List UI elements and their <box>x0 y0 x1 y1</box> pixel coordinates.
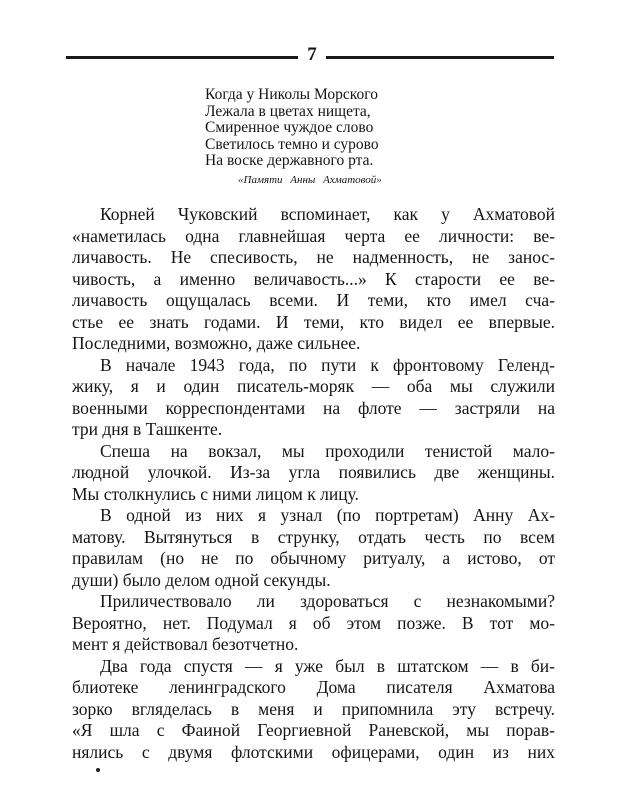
text-line: блиотеке ленинградского Дома писателя Ахматова <box>72 677 555 697</box>
epigraph-attribution: «Памяти Анны Ахматовой» <box>238 174 382 186</box>
text-line: жику, я и один писатель-моряк — оба мы служили <box>72 376 555 396</box>
text-line: Мы столкнулись с ними лицом к лицу. <box>72 483 359 504</box>
text-line: Приличествовало ли здороваться с незнакомыми? <box>100 591 555 611</box>
text-line: стье ее знать годами. И теми, кто видел ее впервые. <box>72 311 555 332</box>
text-line: матову. Вытянуться в струнку, отдать честь по всем <box>72 526 555 547</box>
text-line: чивость, а именно величавость...» К старости ее ве- <box>72 268 555 289</box>
text-line: правилам (но не по обычному ритуалу, а истово, от <box>72 548 555 568</box>
text-line: людной улочкой. Из-за угла появились две женщины. <box>72 462 555 482</box>
poem-line: Лежала в цветах нищета, <box>205 102 371 120</box>
epigraph-poem <box>205 87 379 170</box>
page-number: 7 <box>307 44 317 65</box>
poem-line: Смиренное чуждое слово <box>205 119 374 137</box>
text-line: зорко вгляделась в меня и припомнила эту встречу. <box>72 698 555 719</box>
header-rule-left <box>66 56 298 59</box>
text-line: В одной из них я узнал (по портретам) Анну Ах- <box>100 505 555 525</box>
paragraph <box>72 505 555 591</box>
paragraph <box>72 591 555 656</box>
text-line: личавость. Не спесивость, не надменность, не занос- <box>72 247 555 267</box>
header-rule-right <box>326 56 554 59</box>
text-line: три дня в Ташкенте. <box>72 419 223 439</box>
text-line: «Я шла с Фаиной Георгиевной Раневской, мы порав- <box>72 720 555 740</box>
text-line: Два года спустя — я уже был в штатском — в би- <box>100 655 555 676</box>
text-line: Последними, возможно, даже сильнее. <box>72 333 361 353</box>
poem-line: Когда у Николы Морского <box>205 86 378 103</box>
text-line: личавость ощущалась всеми. И теми, кто имел сча- <box>72 290 555 310</box>
paragraph <box>72 441 555 506</box>
paragraph <box>72 204 555 355</box>
poem-line: Светилось темно и сурово <box>205 135 379 153</box>
text-line: Вероятно, нет. Подумал я об этом позже. В тот мо- <box>72 612 555 633</box>
text-line: мент я действовал безотчетно. <box>72 634 299 654</box>
text-line: нялись с двумя флотскими офицерами, один из них <box>72 741 555 762</box>
text-line: души) было делом одной секунды. <box>72 569 331 590</box>
paragraph <box>72 355 555 441</box>
text-line: Корней Чуковский вспоминает, как у Ахматовой <box>100 204 555 224</box>
paragraph <box>72 656 555 764</box>
text-line: «наметилась одна главнейшая черта ее личности: ве- <box>72 225 555 246</box>
body-text <box>72 204 555 763</box>
text-line: В начале 1943 года, по пути к фронтовому Геленд- <box>100 354 555 375</box>
poem-line: На воске державного рта. <box>205 152 374 170</box>
scan-speck <box>96 768 100 772</box>
text-line: Спеша на вокзал, мы проходили тенистой мало- <box>100 440 555 461</box>
text-line: военными корреспондентами на флоте — застряли на <box>72 397 555 418</box>
